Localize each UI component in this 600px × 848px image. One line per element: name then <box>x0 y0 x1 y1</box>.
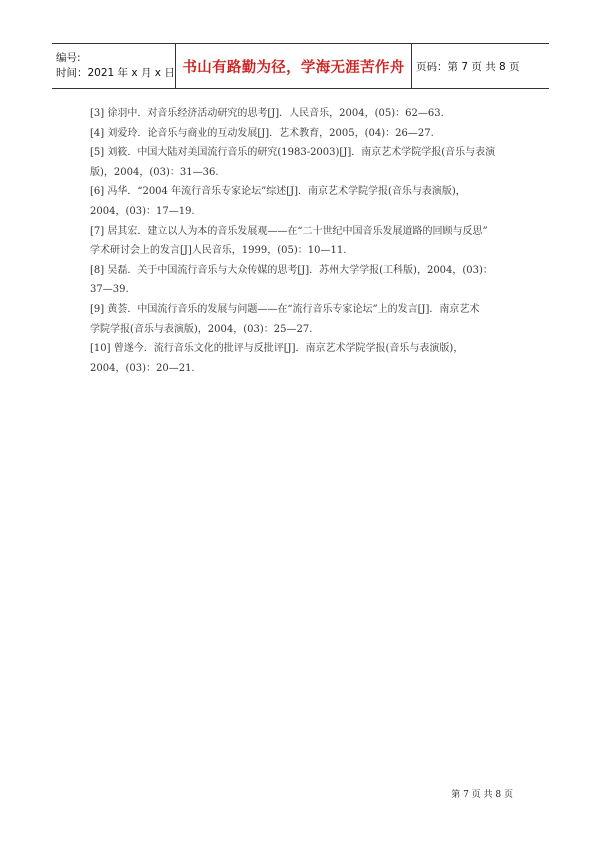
reference-list <box>90 104 520 378</box>
header-meta <box>52 44 176 88</box>
reference-line: 学院学报(音乐与表演版)，2004，(03)：25—27. <box>90 323 313 335</box>
header-page <box>412 44 549 88</box>
reference-line: 2004，(03)：17—19. <box>90 205 195 217</box>
reference-line: 学术研讨会上的发言[J]人民音乐，1999，(05)：10—11. <box>90 245 347 257</box>
reference-line: [7] 居其宏．建立以人为本的音乐发展观——在“二十世纪中国音乐发展道路的回顾与反思” <box>90 225 488 237</box>
reference-line: [10] 曾遂今．流行音乐文化的批评与反批评[J]．南京艺术学院学报(音乐与表演版)， <box>90 343 464 355</box>
page-header <box>52 43 549 89</box>
reference-line: 2004，(03)：20—21. <box>90 362 195 374</box>
reference-line: [9] 黄荟．中国流行音乐的发展与问题——在“流行音乐专家论坛”上的发言[J]．南京艺术 <box>90 303 480 315</box>
page-label: 页码：第 7 页 共 8 页 <box>416 60 520 73</box>
footer-page-number: 第 7 页 共 8 页 <box>451 790 513 800</box>
header-motto <box>176 44 412 88</box>
time-label: 时间：2021 年 x 月 x 日 <box>56 67 175 79</box>
reference-line: [6] 冯华．“2004 年流行音乐专家论坛”综述[J]．南京艺术学院学报(音乐与表演版)， <box>90 186 466 198</box>
reference-line: 版)，2004，(03)：31—36. <box>90 166 219 178</box>
reference-line: [4] 刘爱玲．论音乐与商业的互动发展[J]．艺术教育，2005，(04)：26—27. <box>90 127 434 139</box>
reference-line: 37—39. <box>90 284 129 296</box>
number-label: 编号: <box>56 52 81 64</box>
motto-text: 书山有路勤为径，学海无涯苦作舟 <box>182 58 405 76</box>
reference-line: [8] 吴磊．关于中国流行音乐与大众传媒的思考[J]．苏州大学学报(工科版)，2004，(03)： <box>90 264 493 276</box>
reference-line: [5] 刘筱．中国大陆对美国流行音乐的研究(1983-2003)[J]．南京艺术学院学报(音乐与表演 <box>90 147 496 159</box>
page-footer <box>451 787 513 800</box>
reference-line: [3] 徐羽中．对音乐经济活动研究的思考[J]．人民音乐，2004，(05)：62—63. <box>90 108 444 119</box>
